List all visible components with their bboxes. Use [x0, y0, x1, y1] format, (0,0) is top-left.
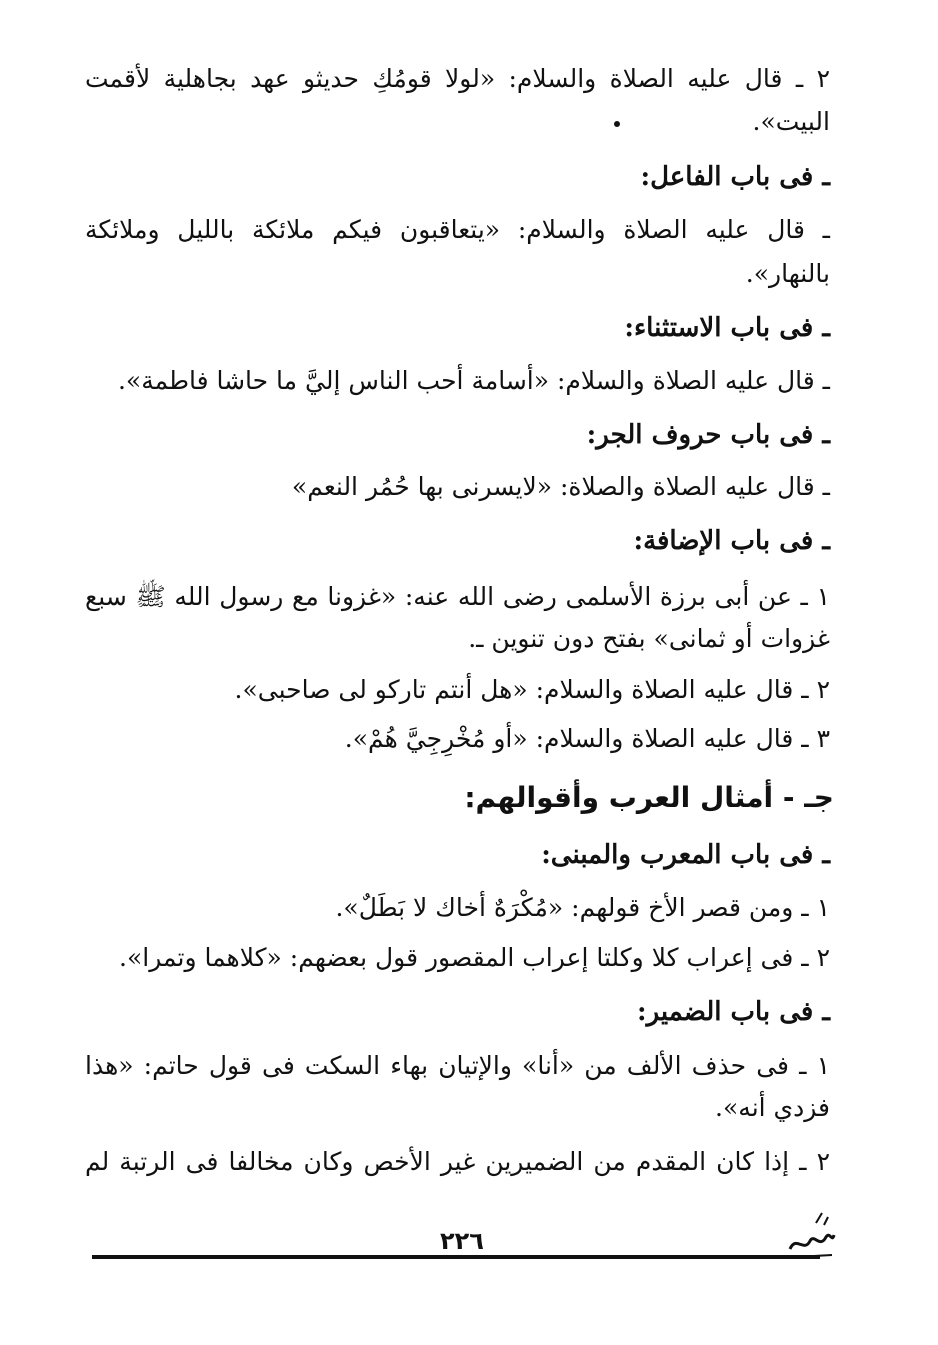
- heading-mu3rab-mabni: ـ فى باب المعرب والمبنى:: [541, 840, 830, 870]
- heading-idafa: ـ فى باب الإضافة:: [633, 526, 830, 556]
- text-line-11: ١ ـ ومن قصر الأخ قولهم: «مُكْرَهٌ أخاك لا بَطَلٌ».: [335, 893, 830, 922]
- handwritten-signature: [786, 1205, 838, 1261]
- heading-istithna: ـ فى باب الاستثناء:: [624, 313, 830, 343]
- text-line-12: ٢ ـ فى إعراب كلا وكلتا إعراب المقصور قول بعضهم: «كلاهما وتمرا».: [119, 943, 830, 972]
- text-line-10: ٣ ـ قال عليه الصلاة والسلام: «أو مُخْرِجِيَّ هُمْ».: [344, 724, 830, 753]
- text-line-15: ٢ ـ إذا كان المقدم من الضميرين غير الأخص وكان مخالفا فى الرتبة لم: [85, 1147, 830, 1176]
- section-heading-amthal: جـ - أمثال العرب وأقوالهم:: [464, 781, 834, 814]
- text-line-1: ٢ ـ قال عليه الصلاة والسلام: «لولا قومُكِ حديثو عهد بجاهلية لأقمت: [85, 64, 830, 93]
- footer-rule: [92, 1255, 820, 1259]
- text-line-4: بالنهار».: [745, 259, 830, 288]
- text-line-2: البيت».: [752, 107, 830, 136]
- text-line-13: ١ ـ فى حذف الألف من «أنا» والإتيان بهاء السكت فى قول حاتم: «هذا: [85, 1051, 830, 1080]
- text-line-6: ـ قال عليه الصلاة والصلاة: «لايسرنى بها حُمُر النعم»: [291, 472, 830, 501]
- text-line-3: ـ قال عليه الصلاة والسلام: «يتعاقبون فيكم ملائكة بالليل وملائكة: [85, 215, 830, 244]
- heading-damir: ـ فى باب الضمير:: [636, 997, 830, 1027]
- stray-dot: [614, 121, 620, 127]
- heading-huruf-al-jar: ـ فى باب حروف الجر:: [586, 420, 830, 450]
- text-line-8: غزوات أو ثمانى» بفتح دون تنوين ـ.: [468, 624, 830, 653]
- text-line-7: ١ ـ عن أبى برزة الأسلمى رضى الله عنه: «غزونا مع رسول الله ﷺ سبع: [85, 582, 830, 611]
- page-number: ٢٢٦: [440, 1227, 484, 1255]
- text-line-9: ٢ ـ قال عليه الصلاة والسلام: «هل أنتم تاركو لى صاحبى».: [234, 675, 830, 704]
- text-line-5: ـ قال عليه الصلاة والسلام: «أسامة أحب الناس إليَّ ما حاشا فاطمة».: [117, 366, 830, 395]
- heading-fa3il: ـ فى باب الفاعل:: [640, 162, 830, 192]
- text-line-14: فزدي أنه».: [715, 1093, 830, 1122]
